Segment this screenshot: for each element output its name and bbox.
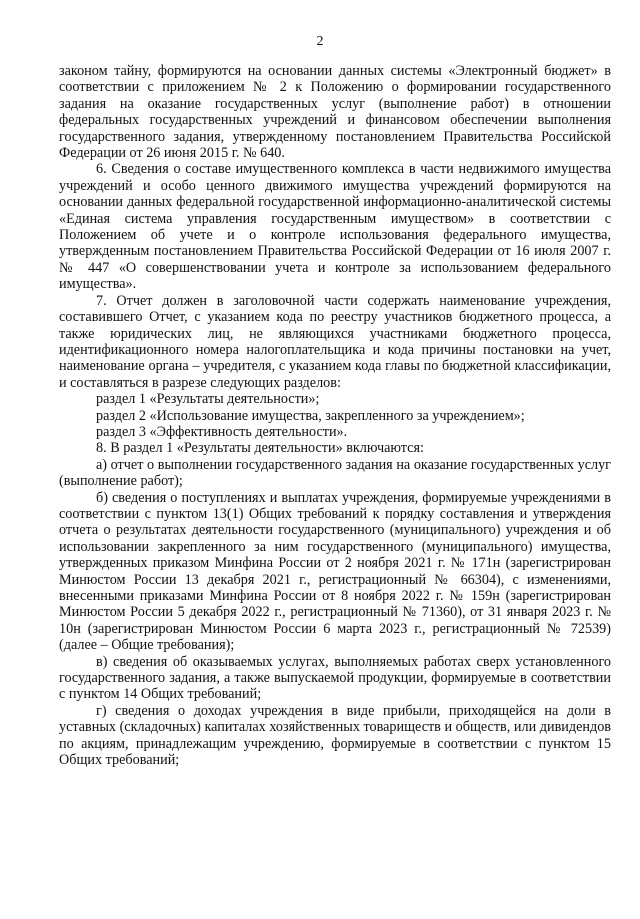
paragraph-continuation: законом тайну, формируются на основании данных системы «Электронный бюджет» в соответствии с приложением № 2 к Положению о формировании государственного задания на оказание государственных услуг (выполнение работ) в отношении федеральных государственных учреждений и финансовом обеспечении выполнения государственного задания, утвержденному постановлением Правительства Российской Федерации от 26 июня 2015 г. № 640. — [59, 63, 611, 162]
paragraph-section-3: раздел 3 «Эффективность деятельности». — [96, 423, 348, 440]
paragraph-item-8: 8. В раздел 1 «Результаты деятельности» включаются: — [96, 440, 424, 457]
paragraph-subitem-v: в) сведения об оказываемых услугах, выполняемых работах сверх установленного государственного задания, а также выпускаемой продукции, формируемые в соответствии с пунктом 14 Общих требований; — [59, 653, 611, 703]
paragraph-section-1: раздел 1 «Результаты деятельности»; — [96, 391, 320, 408]
paragraph-item-6: 6. Сведения о составе имущественного комплекса в части недвижимого имущества учреждений и особо ценного движимого имущества учреждений формируются на основании данных федеральной государственной информационно-аналитической системы «Единая система управления государственным имуществом» в соответствии с Положением об учете и о контроле использования федерального имущества, утвержденным постановлением Правительства Российской Федерации от 16 июля 2007 г. № 447 «О совершенствовании учета и контроле за использованием федерального имущества». — [59, 161, 611, 293]
paragraph-item-7: 7. Отчет должен в заголовочной части содержать наименование учреждения, составившего Отчет, с указанием кода по реестру участников бюджетного процесса, а также юридических лиц, не являющихся участниками бюджетного процесса, идентификационного номера налогоплательщика и кода причины постановки на учет, наименование органа – учредителя, с указанием кода главы по бюджетной классификации, и составляться в разрезе следующих разделов: — [59, 292, 611, 391]
paragraph-subitem-a: а) отчет о выполнении государственного задания на оказание государственных услуг (выполнение работ); — [59, 456, 611, 490]
paragraph-section-2: раздел 2 «Использование имущества, закрепленного за учреждением»; — [96, 407, 525, 424]
document-body — [59, 63, 611, 768]
page-number: 2 — [316, 34, 324, 49]
paragraph-subitem-b: б) сведения о поступлениях и выплатах учреждения, формируемые учреждениями в соответствии с пунктом 13(1) Общих требований к порядку составления и утверждения отчета о результатах деятельности государственного (муниципального) учреждения и об использовании закрепленного за ним государственного (муниципального) имущества, утвержденных приказом Минфина России от 2 ноября 2021 г. № 171н (зарегистрирован Минюстом России 13 декабря 2021 г., регистрационный № 66304), с изменениями, внесенными приказами Минфина России от 8 ноября 2022 г. № 159н (зарегистрирован Минюстом России 5 декабря 2022 г., регистрационный № 71360), от 31 января 2023 г. № 10н (зарегистрирован Минюстом России 6 марта 2023 г., регистрационный № 72539) (далее – Общие требования); — [59, 489, 611, 654]
paragraph-subitem-g: г) сведения о доходах учреждения в виде прибыли, приходящейся на доли в уставных (складочных) капиталах хозяйственных товариществ и обществ, или дивидендов по акциям, принадлежащим учреждению, формируемые в соответствии с пунктом 15 Общих требований; — [59, 702, 611, 769]
